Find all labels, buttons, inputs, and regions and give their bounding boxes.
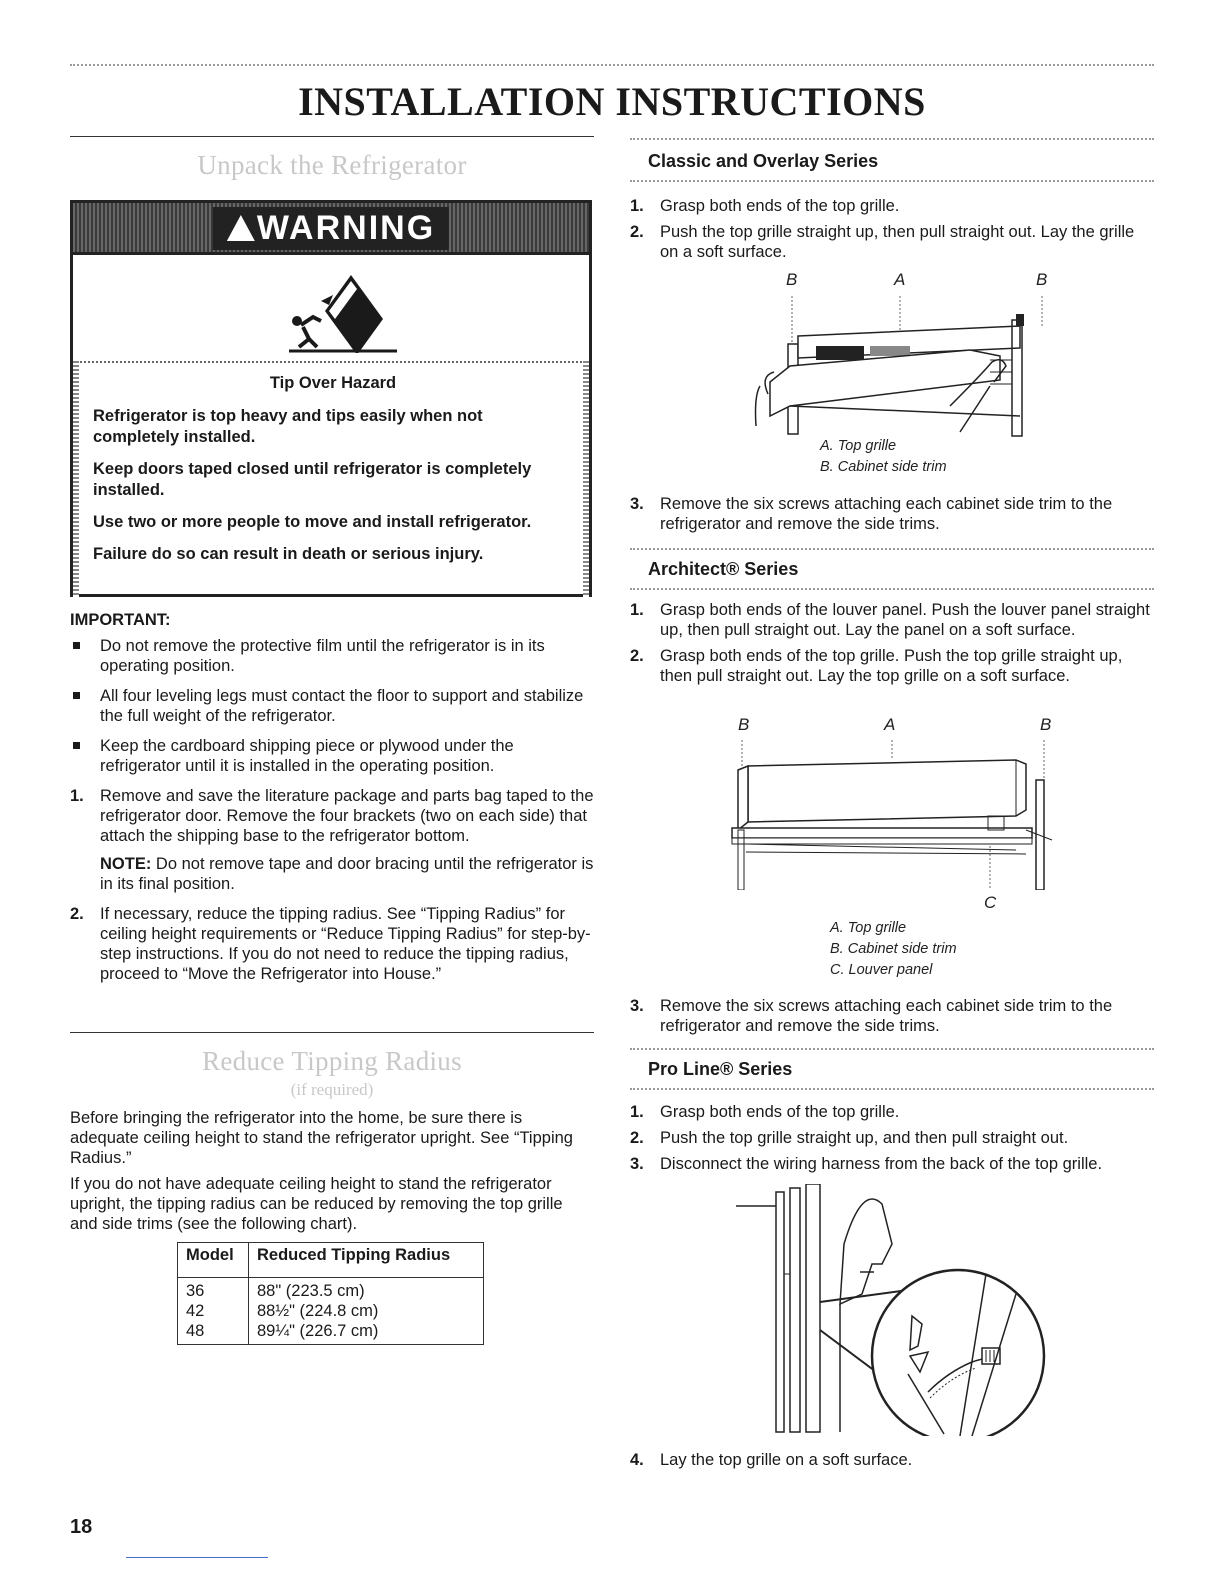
proline-steps [630, 1102, 1154, 1184]
list-item: 2. Push the top grille straight up, then pull straight out. Lay the grille on a soft surface. [630, 223, 1135, 261]
list-item: 4. Lay the top grille on a soft surface. [630, 1451, 913, 1469]
proline-wiring-illustration [732, 1184, 1048, 1436]
list-item: 2. If necessary, reduce the tipping radius. See “Tipping Radius” for ceiling height requirements or “Reduce Tipping Radius” for step-by-step instructions. If you do not need to reduce the tipping radius, proceed to “Move the Refrigerator into House.” [70, 905, 591, 983]
bullet-icon [73, 642, 80, 649]
tip-over-hazard-icon [273, 263, 403, 353]
hazard-line: Failure do so can result in death or serious injury. [93, 545, 484, 563]
header-rule [630, 548, 1154, 550]
list-item: Do not remove the protective film until the refrigerator is in its operating position. [70, 636, 594, 676]
figure-label: A [894, 270, 906, 289]
architect-louver-illustration [726, 740, 1056, 890]
list-item: Keep the cardboard shipping piece or plywood under the refrigerator until it is installed in the operating position. [70, 736, 594, 776]
section-heading-reduce: Reduce Tipping Radius [202, 1046, 462, 1076]
proline-step-4 [630, 1450, 1154, 1480]
warning-hatch-left [73, 361, 79, 597]
list-item: 3. Remove the six screws attaching each cabinet side trim to the refrigerator and remove the side trims. [630, 495, 1113, 533]
figure-label: B [1040, 715, 1052, 734]
architect-steps [630, 600, 1154, 696]
hazard-line: Refrigerator is top heavy and tips easily when not completely installed. [93, 407, 483, 446]
figure-label: A [884, 715, 896, 734]
list-item: 1. Grasp both ends of the louver panel. Push the louver panel straight up, then pull straight out. Lay the panel on a soft surface. [630, 601, 1150, 639]
header-rule [630, 1048, 1154, 1050]
architect-step-3 [630, 996, 1154, 1046]
warning-label: WARNING [213, 207, 449, 250]
figure-label: C [984, 893, 997, 912]
tipping-radius-table [177, 1242, 484, 1345]
classic-heading: Classic and Overlay Series [648, 151, 879, 171]
header-rule [630, 1088, 1154, 1090]
section-rule [70, 136, 594, 137]
hazard-title: Tip Over Hazard [269, 374, 397, 392]
section-subheading-reduce: (if required) [290, 1080, 374, 1099]
warning-box [70, 200, 592, 597]
header-rule [630, 180, 1154, 182]
important-label: IMPORTANT: [70, 611, 171, 629]
table-cell: 88" (223.5 cm) 88½" (224.8 cm) 89¼" (226.7 cm) [249, 1278, 484, 1345]
hazard-line: Use two or more people to move and install refrigerator. [93, 513, 532, 531]
figure-caption: A. Top grille B. Cabinet side trim [820, 438, 947, 475]
figure-caption: A. Top grille B. Cabinet side trim C. Louver panel [830, 920, 957, 978]
classic-steps [630, 196, 1154, 272]
list-item: 1. Grasp both ends of the top grille. [630, 197, 900, 215]
section-rule [70, 1032, 594, 1033]
figure-label: B [786, 270, 798, 289]
footer-rule [126, 1557, 268, 1558]
list-item: 1. Remove and save the literature package and parts bag taped to the refrigerator door. Remove the four brackets (two on each side) that attach the shipping base to the refrigerator bottom. NOTE: Do not remove tape and door bracing until the refrigerator is in its final position. [70, 787, 594, 893]
hazard-line: Keep doors taped closed until refrigerator is completely installed. [93, 460, 532, 499]
list-item: All four leveling legs must contact the floor to support and stabilize the full weight of the refrigerator. [70, 686, 594, 726]
list-item: 1. Grasp both ends of the top grille. [630, 1103, 900, 1121]
classic-step-3 [630, 494, 1154, 544]
warning-hatch-right [583, 361, 589, 597]
important-bullets [70, 636, 594, 994]
list-item: 3. Remove the six screws attaching each cabinet side trim to the refrigerator and remove the side trims. [630, 997, 1113, 1035]
table-header: Model [178, 1243, 249, 1278]
header-rule [630, 138, 1154, 140]
bullet-icon [73, 692, 80, 699]
note-text: Do not remove tape and door bracing until the refrigerator is in its final position. [100, 855, 594, 893]
list-item: 3. Disconnect the wiring harness from the back of the top grille. [630, 1155, 1103, 1173]
table-cell: 36 42 48 [178, 1278, 249, 1345]
proline-heading: Pro Line® Series [648, 1059, 793, 1079]
architect-heading: Architect® Series [648, 559, 799, 579]
warning-header-bar [73, 203, 589, 255]
warning-triangle-icon [227, 215, 255, 241]
figure-label: B [1036, 270, 1048, 289]
header-rule [630, 588, 1154, 590]
figure-label: B [738, 715, 750, 734]
list-item: 2. Push the top grille straight up, and then pull straight out. [630, 1129, 1069, 1147]
warning-text [93, 373, 573, 576]
classic-grille-illustration [730, 296, 1060, 438]
note-label: NOTE: [100, 855, 152, 873]
section-heading-unpack: Unpack the Refrigerator [197, 150, 467, 180]
page-title: INSTALLATION INSTRUCTIONS [298, 79, 926, 124]
bullet-icon [73, 742, 80, 749]
warning-separator [73, 361, 589, 363]
page-number: 18 [70, 1516, 93, 1538]
reduce-paragraph-2: If you do not have adequate ceiling height to stand the refrigerator upright, the tipping radius can be reduced by removing the top grille and side trims (see the following chart). [70, 1175, 563, 1233]
reduce-paragraph-1: Before bringing the refrigerator into the home, be sure there is adequate ceiling height to stand the refrigerator upright. See “Tipping Radius.” [70, 1109, 573, 1167]
top-dotted-rule [70, 64, 1154, 66]
table-header: Reduced Tipping Radius [249, 1243, 484, 1278]
list-item: 2. Grasp both ends of the top grille. Push the top grille straight up, then pull straight out. Lay the top grille on a soft surface. [630, 647, 1123, 685]
